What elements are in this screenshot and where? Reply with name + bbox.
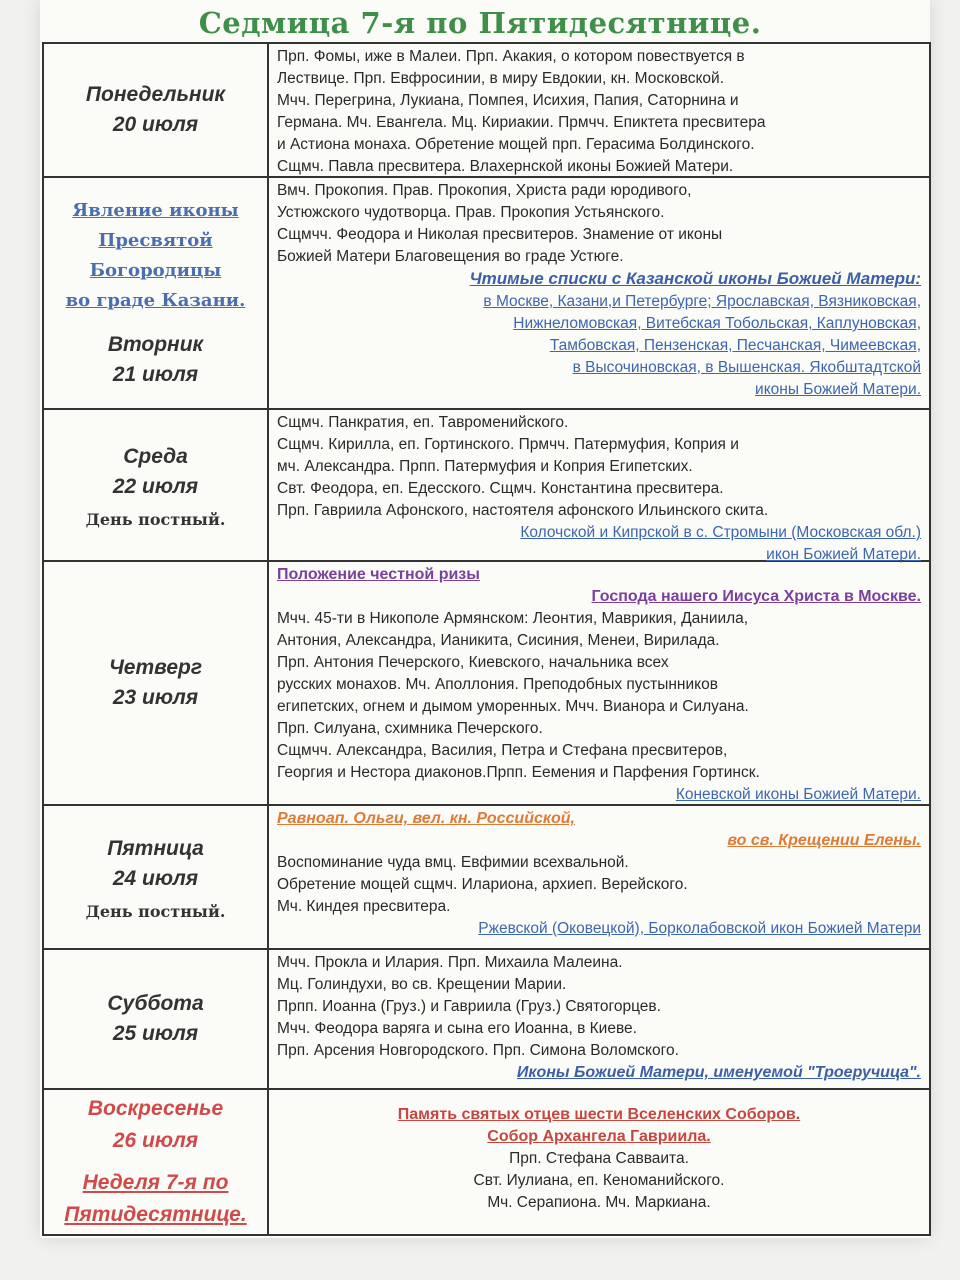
day-cell — [44, 562, 269, 804]
day-date: 24 июля — [112, 866, 199, 890]
row-thursday — [44, 560, 929, 804]
text-line: русских монахов. Мч. Аполлония. Преподобных пустынников — [277, 676, 718, 693]
day-cell — [44, 410, 269, 560]
commemorations — [269, 950, 929, 1088]
section-header: Господа нашего Иисуса Христа в Москве. — [591, 588, 921, 605]
section-header: Равноап. Ольги, вел. кн. Российской, — [277, 810, 575, 827]
day-cell — [44, 178, 269, 408]
section-header: Память святых отцев шести Вселенских Соборов. — [397, 1106, 801, 1123]
row-saturday — [44, 948, 929, 1088]
day-name: Четверг — [108, 656, 203, 679]
icon-list-line[interactable]: Нижнеломовская, Витебская Тобольская, Каплуновская, — [513, 315, 921, 332]
text-line: египетских, огнем и дымом уморенных. Мчч. Вианора и Силуана. — [277, 698, 749, 715]
text-line: Свт. Феодора, еп. Едесского. Сщмч. Константина пресвитера. — [277, 480, 724, 497]
text-line: Прп. Антония Печерского, Киевского, начальника всех — [277, 654, 669, 671]
commemorations — [269, 44, 929, 176]
day-name: Понедельник — [85, 83, 226, 106]
icon-list-line[interactable]: в Высочиновская, в Вышенская. Якобштадтской — [572, 359, 921, 376]
day-name: Суббота — [107, 992, 204, 1015]
day-name: Среда — [123, 444, 188, 468]
section-header: Чтимые списки с Казанской иконы Божией Матери: — [469, 269, 921, 288]
text-line: Устюжского чудотворца. Прав. Прокопия Устьянского. — [277, 204, 665, 221]
commemorations — [269, 562, 929, 804]
row-friday — [44, 804, 929, 948]
text-line: Божией Матери Благовещения во граде Устюге. — [277, 248, 624, 265]
text-line: Прп. Стефана Савваита. — [509, 1150, 689, 1167]
week-label[interactable]: Пятидесятнице. — [64, 1203, 247, 1226]
day-date: 22 июля — [112, 474, 199, 498]
icon-line[interactable]: Колочской и Кипрской в с. Стромыни (Московская обл.) — [520, 524, 921, 541]
text-line: Сщмчч. Александра, Василия, Петра и Стефана пресвитеров, — [277, 742, 728, 759]
text-line: Сщмч. Павла пресвитера. Влахернской иконы Божией Матери. — [277, 158, 734, 175]
text-line: Мчч. 45-ти в Никополе Армянском: Леонтия, Маврикия, Даниила, — [277, 610, 749, 627]
schedule-table — [42, 42, 931, 1236]
text-line: мч. Александра. Прпп. Патермуфия и Коприя Египетских. — [277, 458, 693, 475]
fast-day-label: День постный. — [85, 509, 226, 529]
commemorations — [269, 178, 929, 408]
text-line: Антония, Александра, Ианикита, Сисиния, Менеи, Вирилада. — [277, 632, 720, 649]
icon-list-line[interactable]: Тамбовская, Пензенская, Песчанская, Чимеевская, — [549, 337, 921, 354]
day-date: 23 июля — [112, 686, 199, 709]
text-line: Германа. Мч. Евангела. Мц. Кириакии. Прмчч. Епиктета пресвитера — [277, 114, 766, 131]
row-monday — [44, 44, 929, 176]
icon-list-line[interactable]: в Москве, Казани,и Петербурге; Ярославская, Вязниковская, — [483, 293, 921, 310]
section-header: Положение честной ризы — [277, 566, 480, 583]
day-cell — [44, 1090, 269, 1234]
commemorations — [269, 806, 929, 948]
text-line: Мц. Голиндухи, во св. Крещении Марии. — [277, 976, 567, 993]
feast-link[interactable]: Пресвятой — [98, 230, 213, 251]
text-line: Обретение мощей сщмч. Илариона, архиеп. Верейского. — [277, 876, 688, 893]
row-sunday — [44, 1088, 929, 1234]
text-line: Прп. Арсения Новгородского. Прп. Симона Воломского. — [277, 1042, 679, 1059]
day-cell — [44, 44, 269, 176]
feast-link[interactable]: Богородицы — [89, 260, 222, 281]
text-line: Мчч. Прокла и Илария. Прп. Михаила Малеина. — [277, 954, 623, 971]
day-cell — [44, 950, 269, 1088]
day-cell — [44, 806, 269, 948]
text-line: Мчч. Перегрина, Лукиана, Помпея, Исихия, Папия, Саторнина и — [277, 92, 739, 109]
day-name: Пятница — [107, 836, 204, 860]
text-line: Вмч. Прокопия. Прав. Прокопия, Христа ради юродивого, — [277, 182, 692, 199]
icon-list-line[interactable]: иконы Божией Матери. — [755, 381, 921, 398]
row-tuesday — [44, 176, 929, 408]
week-label[interactable]: Неделя 7-я по — [82, 1171, 229, 1194]
day-name: Вторник — [107, 333, 204, 356]
text-line: Мч. Киндея пресвитера. — [277, 898, 451, 915]
commemorations — [269, 410, 929, 563]
text-line: Сщмч. Панкратия, еп. Тавроменийского. — [277, 414, 569, 431]
text-line: и Астиона монаха. Обретение мощей прп. Герасима Болдинского. — [277, 136, 755, 153]
icon-line[interactable]: икон Божией Матери. — [766, 546, 921, 563]
icon-line[interactable]: Коневской иконы Божией Матери. — [675, 786, 921, 803]
day-date: 20 июля — [112, 113, 199, 136]
text-line: Мчч. Феодора варяга и сына его Иоанна, в Киеве. — [277, 1020, 637, 1037]
text-line: Сщмч. Кирилла, еп. Гортинского. Прмчч. Патермуфия, Коприя и — [277, 436, 739, 453]
section-header: Собор Архангела Гавриила. — [487, 1128, 711, 1145]
feast-link[interactable]: Явление иконы — [72, 200, 239, 221]
text-line: Сщмчч. Феодора и Николая пресвитеров. Знамение от иконы — [277, 226, 723, 243]
page-title: Седмица 7-я по Пятидесятнице. — [198, 6, 762, 40]
feast-link[interactable]: во граде Казани. — [65, 290, 246, 311]
text-line: Прп. Фомы, иже в Малеи. Прп. Акакия, о котором повествуется в — [277, 48, 745, 65]
row-wednesday — [44, 408, 929, 563]
section-header: во св. Крещении Елены. — [727, 832, 921, 849]
text-line: Мч. Серапиона. Мч. Маркиана. — [487, 1194, 711, 1211]
text-line: Воспоминание чуда вмц. Евфимии всехвальной. — [277, 854, 629, 871]
text-line: Свт. Иулиана, еп. Кеноманийского. — [473, 1172, 725, 1189]
day-date: 21 июля — [112, 363, 199, 386]
fast-day-label: День постный. — [85, 901, 226, 921]
icon-line[interactable]: Ржевской (Оковецкой), Борколабовской икон Божией Матери — [478, 920, 921, 937]
icon-line[interactable]: Иконы Божией Матери, именуемой "Троеручица". — [516, 1064, 921, 1081]
text-line: Прп. Силуана, схимника Печерского. — [277, 720, 543, 737]
text-line: Прп. Гавриила Афонского, настоятеля афонского Ильинского скита. — [277, 502, 769, 519]
text-line: Георгия и Нестора диаконов.Прпп. Еемения и Парфения Гортинск. — [277, 764, 760, 781]
day-date: 26 июля — [112, 1129, 199, 1152]
day-name: Воскресенье — [87, 1097, 224, 1120]
text-line: Лествице. Прп. Евфросинии, в миру Евдокии, кн. Московской. — [277, 70, 724, 87]
text-line: Прпп. Иоанна (Груз.) и Гавриила (Груз.) Святогорцев. — [277, 998, 661, 1015]
day-date: 25 июля — [112, 1022, 199, 1045]
commemorations — [269, 1090, 929, 1234]
